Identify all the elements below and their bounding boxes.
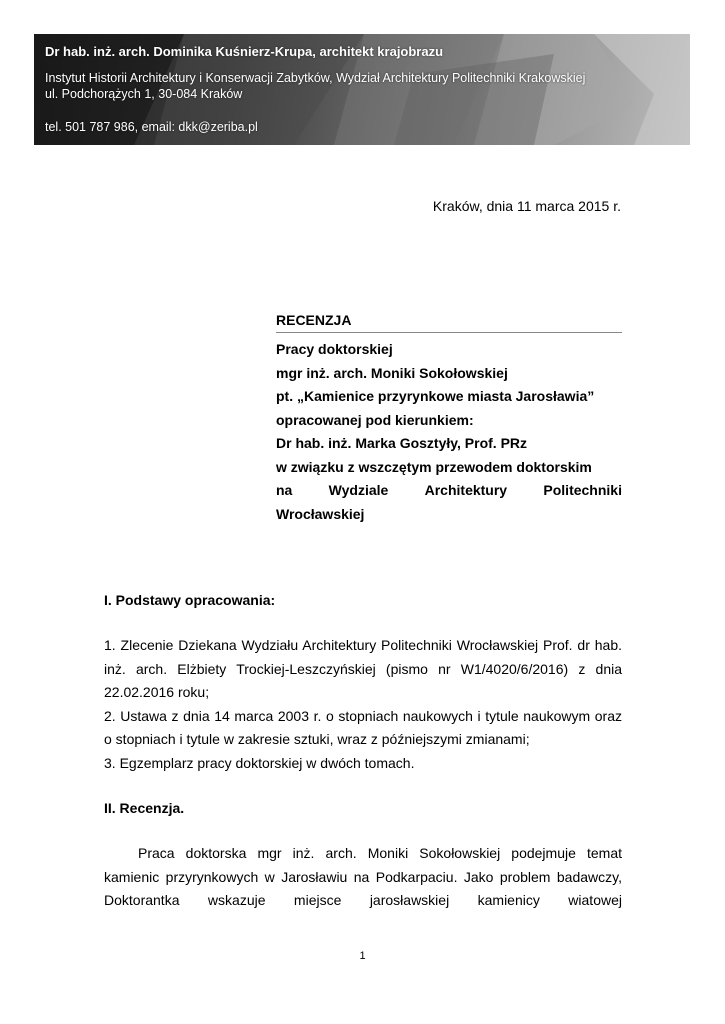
list-item: 2. Ustawa z dnia 14 marca 2003 r. o stopniach naukowych i tytule naukowym oraz o stopniach i tytule w zakresie sztuki, wraz z późniejszymi zmianami; [104,707,622,747]
review-paragraph [104,842,622,913]
title-word: Politechniki [543,482,622,498]
title-word: na [276,482,293,498]
review-title-block [276,311,622,526]
title-line: pt. „Kamienice przyrynkowe miasta Jarosławia” [276,388,595,404]
section-heading-review: II. Recenzja. [104,800,185,816]
section-heading-basis: I. Podstawy opracowania: [104,592,276,608]
list-item: 1. Zlecenie Dziekana Wydziału Architektury Politechniki Wrocławskiej Prof. dr hab. inż. arch. Elżbiety Trockiej-Leszczyńskiej (pismo nr W1/4020/6/2016) z dnia 22.02.2016 roku; [104,637,622,700]
list-item: 3. Egzemplarz pracy doktorskiej w dwóch tomach. [104,754,415,771]
address-line: ul. Podchorążych 1, 30-084 Kraków [45,87,243,101]
document-date: Kraków, dnia 11 marca 2015 r. [432,198,621,214]
title-line: Dr hab. inż. Marka Gosztyły, Prof. PRz [276,435,528,451]
institute-line: Instytut Historii Architektury i Konserwacji Zabytków, Wydział Architektury Politechniki Krakowskiej [45,71,586,85]
title-justified-line [276,479,622,503]
title-word: Architektury [424,482,508,498]
title-line: mgr inż. arch. Moniki Sokołowskiej [276,364,508,381]
title-line: Pracy doktorskiej [276,341,393,357]
body-paragraph: Praca doktorska mgr inż. arch. Moniki Sokołowskiej podejmuje temat kamienic przyrynkowych w Jarosławiu na Podkarpaciu. Jako problem badawczy, Doktorantka wskazuje miejsce jarosławskiej kamienicy wiatowej [104,845,622,908]
title-line: opracowanej pod kierunkiem: [276,411,474,428]
contact-line: tel. 501 787 986, email: dkk@zeriba.pl [45,120,258,134]
review-heading: RECENZJA [276,311,622,333]
page-number: 1 [359,950,366,962]
title-word: Wydziale [328,482,389,498]
basis-list [104,634,622,775]
letterhead-banner [34,34,690,145]
author-name: Dr hab. inż. arch. Dominika Kuśnierz-Krupa, architekt krajobrazu [45,44,444,59]
title-line: w związku z wszczętym przewodem doktorskim [276,458,592,475]
title-line: Wrocławskiej [276,505,365,522]
